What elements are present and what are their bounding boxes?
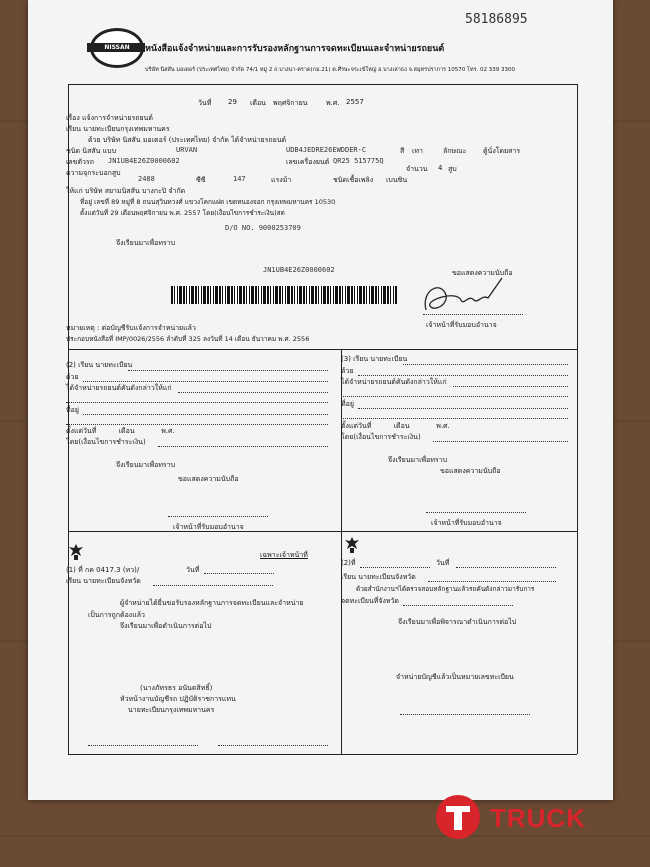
to-value: นายทะเบียนกรุงเทพมหานคร [83, 125, 170, 133]
chassis-label: เลขตัวรถ [66, 158, 94, 166]
buyer-since: ตั้งแต่วันที่ 29 เดือนพฤศจิกายน พ.ศ. 2557 โดย(เงื่อนไขการชำระเงิน)สด [80, 209, 285, 217]
with-label: ด้วย [88, 136, 101, 144]
cc-label: ความจุกระบอกสูบ [66, 169, 121, 177]
box2-month: เดือน [118, 427, 135, 435]
box2-num: (2) [66, 361, 76, 369]
box4-sign-pos2: นายทะเบียนกรุงเทพมหานคร [128, 706, 215, 714]
box3-addr: ที่อยู่ [341, 400, 354, 408]
box2-to: เรียน นายทะเบียน [78, 361, 133, 369]
note-line2: ประกอบหนังสือที่ IMP/0026/2556 ลำดับที่ 325 ลงวันที่ 14 เดือน ธันวาคม พ.ศ. 2556 [66, 335, 310, 343]
box2-inform: จึงเรียนมาเพื่อทราบ [116, 461, 176, 469]
date-year: 2557 [346, 98, 364, 106]
hp-unit: แรงม้า [271, 176, 292, 184]
box3-with: ด้วย [341, 367, 354, 375]
box2-pay: โดย(เงื่อนไขการชำระเงิน) [66, 438, 146, 446]
date-month-label: เดือน [250, 99, 266, 107]
box4-date: วันที่ [186, 566, 200, 574]
truck-watermark [436, 795, 626, 839]
fuel-label: ชนิดเชื้อเพลิง [333, 176, 374, 184]
buyer-to-label: ให้แก่ [66, 187, 83, 195]
box4-num: (1) ที่ [66, 566, 83, 574]
cylinder-label: จำนวน [406, 165, 428, 173]
company-address: บริษัท นิสสัน มอเตอร์ (ประเทศไทย) จำกัด 74/1 หมู่ 2 ถ.บางนา-ตราด(กม.21) ต.ศีรษะจระเข้ใหญ่ อ.บางเสาธง จ.สมุทรปราการ 10570 โทร. 02 339 3300 [145, 67, 516, 73]
vehicle-style: ตู้นั่งโดยสาร [483, 147, 521, 155]
form-title: หนังสือแจ้งจำหน่ายและการรับรองหลักฐานการจดทะเบียนและจำหน่ายรถยนต์ [145, 44, 445, 54]
box4-officer-only: เฉพาะเจ้าหน้าที่ [260, 551, 308, 559]
fuel-value: เบนซิน [386, 176, 408, 184]
inform-label: จึงเรียนมาเพื่อทราบ [116, 239, 176, 247]
vehicle-code: UDB4JEDRE26EWDDER-C [286, 146, 367, 154]
buyer-name: บริษัท สยามนิสสัน บางกะปิ จำกัด [85, 187, 186, 195]
cylinder-unit: สูบ [448, 165, 457, 173]
with-value: บริษัท นิสสัน มอเตอร์ (ประเทศไทย) จำกัด ได้จำหน่ายรถยนต์ [102, 136, 287, 144]
nissan-logo: NISSAN [90, 28, 144, 68]
vehicle-model: URVAN [176, 146, 198, 154]
note-line1: หมายเหตุ : ต่อบัญชีรับแจ้งการจำหน่ายแล้ว [66, 324, 196, 332]
box4-sign-name: (นางภัทรธร อนันตสิทธิ์) [140, 684, 213, 692]
box2-since: ตั้งแต่วันที่ [66, 427, 97, 435]
box4-to: เรียน นายทะเบียนจังหวัด [66, 577, 141, 585]
engine-number: QR25 515775Q [333, 157, 384, 165]
hp-value: 147 [233, 175, 246, 183]
vehicle-color: เทา [412, 147, 423, 155]
box5-date: วันที่ [436, 559, 450, 567]
box3-officer: เจ้าหน้าที่รับมอบอำนาจ [431, 519, 502, 527]
vehicle-style-label: ลักษณะ [443, 147, 467, 155]
cc-value: 2488 [138, 175, 155, 183]
box4-body3: จึงเรียนมาเพื่อดำเนินการต่อไป [120, 622, 212, 630]
sincerely-label: ขอแสดงความนับถือ [452, 269, 513, 277]
box2-sincerely: ขอแสดงความนับถือ [178, 475, 239, 483]
box2-addr: ที่อยู่ [66, 406, 79, 414]
buyer-address: เลขที่ 89 หมู่ที่ 8 ถนนสุวินทวงศ์ แขวงโคกแฝด เขตหนองจอก กรุงเทพมหานคร 10530 [94, 198, 336, 206]
box2-officer: เจ้าหน้าที่รับมอบอำนาจ [173, 523, 244, 531]
watermark-text: TRUCK [490, 803, 586, 833]
box5-body2: จดทะเบียนที่จังหวัด [341, 597, 399, 605]
chassis-number: JN1UB4E26Z0000602 [108, 157, 180, 165]
box3-num: (3) [341, 355, 351, 363]
box3-sold: ได้จำหน่ายรถยนต์คันดังกล่าวให้แก่ [341, 378, 447, 386]
garuda-emblem-icon [68, 543, 84, 561]
chassis-repeat: JN1UB4E26Z0000602 [263, 266, 335, 274]
box3-sincerely: ขอแสดงความนับถือ [440, 467, 501, 475]
box3-to: เรียน นายทะเบียน [353, 355, 408, 363]
subject-value: แจ้งการจำหน่ายรถยนต์ [82, 114, 153, 122]
box5-closing: จำหน่ายบัญชีแล้วเป็นหมายเลขทะเบียน [396, 673, 514, 681]
doc-number: 58186895 [465, 12, 528, 27]
date-day: 29 [228, 98, 237, 106]
box3-month: เดือน [393, 422, 410, 430]
box5-to: เรียน นายทะเบียนจังหวัด [341, 573, 416, 581]
garuda-emblem-icon [344, 536, 360, 554]
signature [416, 270, 506, 320]
box4-body1: ผู้จำหน่ายได้ยื่นขอรับรองหลักฐานการจดทะเบียนและจำหน่าย [120, 599, 304, 607]
vehicle-type-label: ชนิด นิสสัน แบบ [66, 147, 117, 155]
barcode [171, 286, 397, 304]
cc-unit: ซีซี [196, 176, 206, 184]
to-label: เรียน [66, 125, 82, 133]
vehicle-color-label: สี [400, 147, 405, 155]
box2-with: ด้วย [66, 373, 79, 381]
date-month: พฤศจิกายน [273, 99, 308, 107]
officer-label: เจ้าหน้าที่รับมอบอำนาจ [426, 321, 497, 329]
box3-year: พ.ศ. [436, 422, 450, 430]
box3-since: ตั้งแต่วันที่ [341, 422, 372, 430]
watermark-logo-icon [436, 795, 480, 839]
do-number: D/O NO. 9000253709 [225, 224, 301, 232]
engine-label: เลขเครื่องยนต์ [286, 158, 330, 166]
document-page [28, 0, 613, 800]
date-label: วันที่ [198, 99, 212, 107]
box4-body2: เป็นการถูกต้องแล้ว [88, 611, 145, 619]
box4-ref: กค 0417.3 (ทว)/ [85, 566, 140, 574]
subject-label: เรื่อง [66, 114, 80, 122]
buyer-addr-label: ที่อยู่ [80, 198, 92, 206]
cylinder-count: 4 [438, 164, 443, 172]
box3-pay: โดย(เงื่อนไขการชำระเงิน) [341, 433, 421, 441]
box2-sold: ได้จำหน่ายรถยนต์คันดังกล่าวให้แก่ [66, 384, 172, 392]
box3-inform: จึงเรียนมาเพื่อทราบ [388, 456, 448, 464]
box4-sign-pos1: หัวหน้างานบัญชีรถ ปฏิบัติราชการแทน [120, 695, 236, 703]
box2-year: พ.ศ. [161, 427, 175, 435]
box5-inform: จึงเรียนมาเพื่อพิจารณาดำเนินการต่อไป [398, 618, 517, 626]
box5-body1: ด้วยสำนักงานฯได้ตรวจสอบหลักฐานแล้วรถคันดังกล่าวมารับการ [356, 585, 535, 593]
date-year-label: พ.ศ. [326, 99, 340, 107]
box5-num: (2)ที่ [341, 559, 356, 567]
